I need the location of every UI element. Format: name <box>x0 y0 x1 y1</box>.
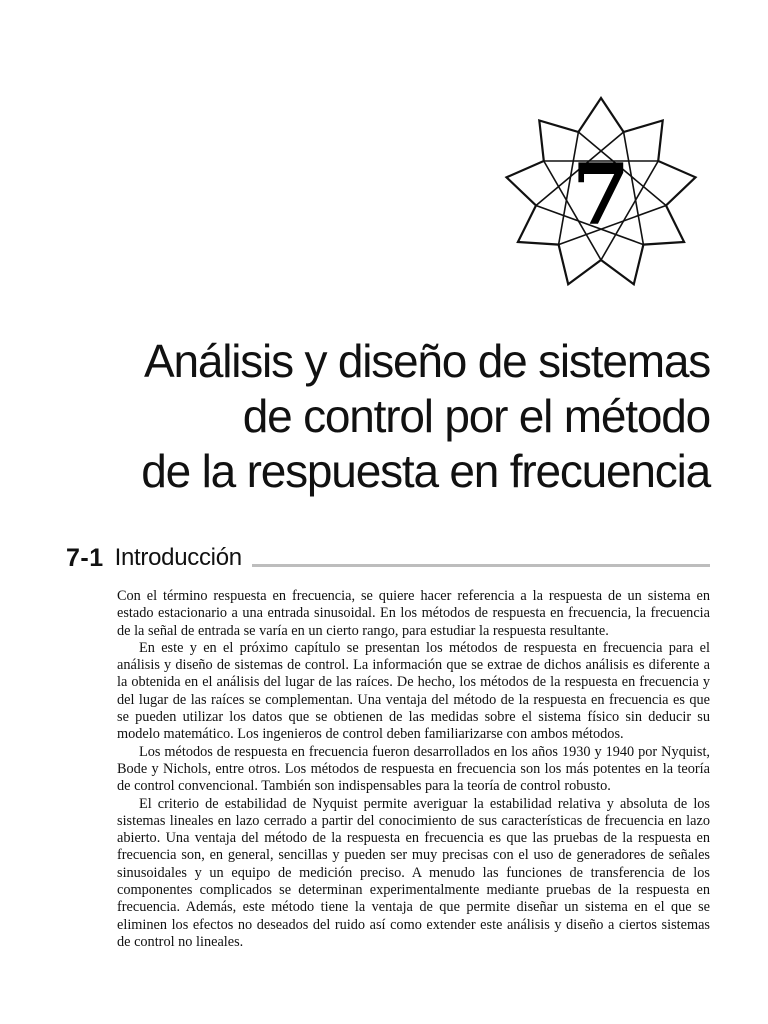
section-number: 7-1 <box>66 543 104 572</box>
chapter-number: 7 <box>571 145 631 244</box>
paragraph-3: Los métodos de respuesta en frecuencia fueron desarrollados en los años 1930 y 1940 por Nyquist, Bode y Nichols, entre otros. Los métodos de respuesta en frecuencia son los más potentes en la teoría de control convencional. También son indispensables para la teoría de control robusto. <box>117 743 710 795</box>
section-heading <box>66 541 710 575</box>
section-title: Introducción <box>114 544 242 571</box>
body-text <box>117 588 710 951</box>
chapter-title-line-2: de control por el método <box>242 390 710 442</box>
chapter-title-line-1: Análisis y diseño de sistemas <box>143 335 710 387</box>
paragraph-4: El criterio de estabilidad de Nyquist permite averiguar la estabilidad relativa y absoluta de los sistemas lineales en lazo cerrado a partir del conocimiento de sus características de frecuencia en lazo abierto. Una ventaja del método de la respuesta en frecuencia es que las pruebas de la respuesta en frecuencia son, en general, sencillas y pueden ser muy precisas con el uso de generadores de señales sinusoidales y un equipo de medición preciso. A menudo las funciones de transferencia de los componentes complicados se determinan experimentalmente mediante pruebas de la respuesta en frecuencia. Además, este método tiene la ventaja de que permite diseñar un sistema en el que se eliminen los efectos no deseados del ruido así como extender este análisis y diseño a ciertos sistemas de control no lineales. <box>117 795 710 950</box>
paragraph-1: Con el término respuesta en frecuencia, se quiere hacer referencia a la respuesta de un sistema en estado estacionario a una entrada sinusoidal. En los métodos de respuesta en frecuencia, la frecuencia de la señal de entrada se varía en un cierto rango, para estudiar la respuesta resultante. <box>117 588 710 639</box>
chapter-title-line-3: de la respuesta en frecuencia <box>141 445 710 497</box>
section-rule <box>252 564 710 567</box>
paragraph-2: En este y en el próximo capítulo se presentan los métodos de respuesta en frecuencia para el análisis y diseño de sistemas de control. La información que se extrae de dichos análisis es diferente a la obtenida en el análisis del lugar de las raíces. De hecho, los métodos de la respuesta en frecuencia y del lugar de las raíces se complementan. Una ventaja del método de la respuesta en frecuencia es que se pueden utilizar los datos que se obtienen de las medidas sobre el sistema físico sin deducir su modelo matemático. Los ingenieros de control deben familiarizarse con ambos métodos. <box>117 639 710 743</box>
nine-point-star-icon <box>493 96 709 292</box>
chapter-title <box>70 334 710 499</box>
chapter-star-emblem <box>493 96 709 292</box>
